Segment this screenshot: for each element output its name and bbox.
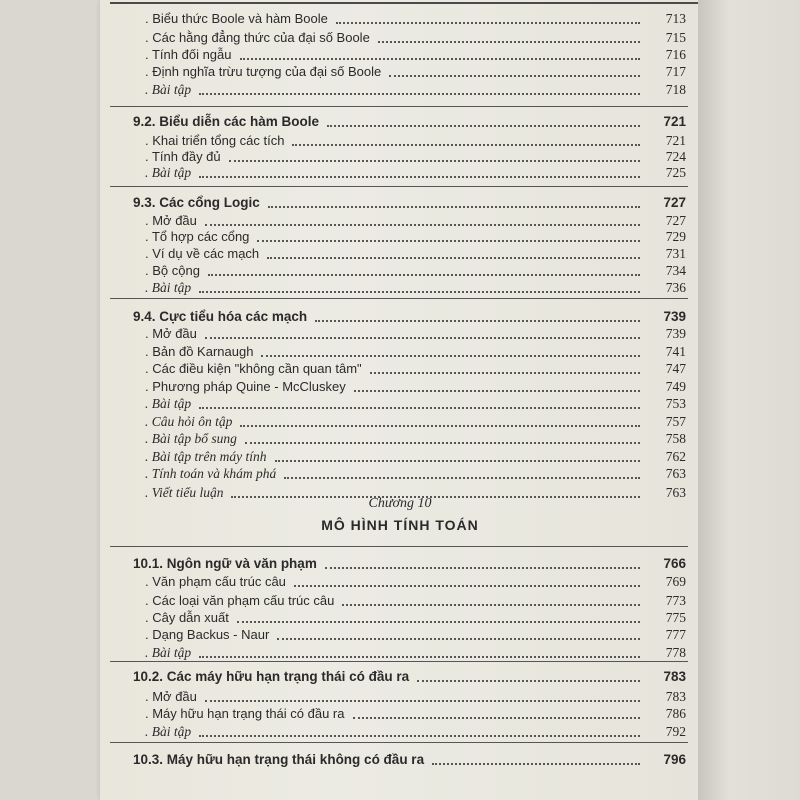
- entry-title: . Định nghĩa trừu tượng của đại số Boole: [145, 64, 382, 79]
- toc-entry: [0, 262, 800, 280]
- dot-leader: [277, 637, 640, 640]
- toc-entry: [0, 592, 800, 610]
- dot-leader: [389, 74, 640, 77]
- page-number: 749: [665, 379, 686, 394]
- toc-entry: [0, 430, 800, 448]
- toc-entry: [0, 395, 800, 413]
- page-number: 757: [665, 414, 686, 429]
- dot-leader: [199, 92, 640, 95]
- entry-title: . Bài tập: [145, 724, 192, 739]
- dot-leader: [342, 603, 640, 606]
- dot-leader: [370, 371, 640, 374]
- entry-title: 9.2. Biểu diễn các hàm Boole: [133, 114, 320, 129]
- dot-leader: [294, 584, 640, 587]
- page-number: 716: [665, 47, 686, 62]
- entry-title: 10.2. Các máy hữu hạn trạng thái có đầu ra: [133, 669, 410, 684]
- page-number: 721: [663, 114, 686, 129]
- page-number: 721: [665, 133, 686, 148]
- page-number: 713: [665, 11, 686, 26]
- page-number: 739: [665, 326, 686, 341]
- toc-entry: [0, 46, 800, 64]
- dot-leader: [336, 21, 640, 24]
- entry-title: . Bài tập trên máy tính: [145, 449, 267, 464]
- page-number: 727: [665, 213, 686, 228]
- dot-leader: [199, 406, 640, 409]
- section-divider: [110, 742, 688, 743]
- entry-title: . Tính toán và khám phá: [145, 466, 277, 481]
- section-divider: [110, 106, 688, 107]
- page-number: 715: [665, 30, 686, 45]
- page-number: 734: [665, 263, 686, 278]
- toc-entry: [0, 723, 800, 741]
- section-divider: [110, 661, 688, 662]
- entry-title: . Các hằng đẳng thức của đại số Boole: [145, 30, 370, 45]
- dot-leader: [205, 223, 640, 226]
- entry-title: . Bài tập: [145, 645, 192, 660]
- entry-title: 9.4. Cực tiểu hóa các mạch: [133, 309, 308, 324]
- dot-leader: [245, 441, 640, 444]
- section-divider: [110, 298, 688, 299]
- toc-entry: [0, 573, 800, 591]
- entry-title: . Tổ hợp các cổng: [145, 229, 250, 244]
- entry-title: . Câu hỏi ôn tập: [145, 414, 233, 429]
- entry-title: . Các loại văn phạm cấu trúc câu: [145, 593, 335, 608]
- dot-leader: [199, 734, 640, 737]
- dot-leader: [237, 620, 640, 623]
- dot-leader: [353, 716, 640, 719]
- entry-title: . Bài tập: [145, 280, 192, 295]
- entry-title: . Tính đối ngẫu: [145, 47, 232, 62]
- page-number: 718: [665, 82, 686, 97]
- page-number: 775: [665, 610, 686, 625]
- dot-leader: [257, 239, 640, 242]
- toc-entry: [0, 465, 800, 483]
- dot-leader: [354, 389, 640, 392]
- page-number: 766: [663, 556, 686, 571]
- dot-leader: [275, 459, 640, 462]
- toc-entry: [0, 688, 800, 706]
- dot-leader: [240, 57, 640, 60]
- toc-entry: [0, 325, 800, 343]
- page-number: 762: [665, 449, 686, 464]
- page-number: 747: [665, 361, 686, 376]
- entry-title: 10.3. Máy hữu hạn trạng thái không có đầu ra: [133, 752, 425, 767]
- toc-entry: [0, 164, 800, 182]
- toc-entry: [0, 378, 800, 396]
- toc-entry: [0, 245, 800, 263]
- toc-section: [0, 668, 800, 686]
- dot-leader: [205, 699, 640, 702]
- page-number: 727: [663, 195, 686, 210]
- entry-title: . Bài tập: [145, 165, 192, 180]
- toc-entry: [0, 448, 800, 466]
- page-number: 763: [665, 485, 686, 500]
- dot-leader: [229, 159, 640, 162]
- toc-entry: [0, 63, 800, 81]
- chapter-title: MÔ HÌNH TÍNH TOÁN: [321, 517, 479, 533]
- top-rule: [110, 2, 698, 4]
- page-number: 796: [663, 752, 686, 767]
- dot-leader: [205, 336, 640, 339]
- entry-title: . Phương pháp Quine - McCluskey: [145, 379, 346, 394]
- entry-title: 10.1. Ngôn ngữ và văn phạm: [133, 556, 317, 571]
- dot-leader: [315, 319, 640, 322]
- page-number: 773: [665, 593, 686, 608]
- dot-leader: [284, 476, 640, 479]
- entry-title: . Bài tập: [145, 396, 192, 411]
- entry-title: . Khai triển tổng các tích: [145, 133, 285, 148]
- entry-title: . Viết tiểu luận: [145, 485, 224, 500]
- page-number: 741: [665, 344, 686, 359]
- toc-entry: [0, 609, 800, 627]
- toc-entry: [0, 705, 800, 723]
- dot-leader: [268, 205, 640, 208]
- toc-section: [0, 194, 800, 212]
- toc-section: [0, 308, 800, 326]
- toc-entry: [0, 360, 800, 378]
- entry-title: . Các điều kiện "không cần quan tâm": [145, 361, 362, 376]
- dot-leader: [240, 424, 640, 427]
- page-number: 763: [665, 466, 686, 481]
- dot-leader: [325, 566, 640, 569]
- entry-title: . Biểu thức Boole và hàm Boole: [145, 11, 328, 26]
- toc-entry: [0, 228, 800, 246]
- entry-title: . Mở đầu: [145, 213, 197, 228]
- page-number: 729: [665, 229, 686, 244]
- entry-title: . Mở đầu: [145, 326, 197, 341]
- toc-entry: [0, 343, 800, 361]
- page-number: 739: [663, 309, 686, 324]
- dot-leader: [208, 273, 640, 276]
- page-number: 783: [663, 669, 686, 684]
- toc-section: [0, 751, 800, 769]
- toc-section: [0, 113, 800, 131]
- section-divider: [110, 546, 688, 547]
- page-number: 777: [665, 627, 686, 642]
- dot-leader: [199, 175, 640, 178]
- page-number: 786: [665, 706, 686, 721]
- chapter-label: Chương 10: [368, 496, 432, 511]
- toc-entry: [0, 626, 800, 644]
- toc-entry: [0, 279, 800, 297]
- page-number: 736: [665, 280, 686, 295]
- page-number: 717: [665, 64, 686, 79]
- dot-leader: [292, 143, 640, 146]
- page-number: 758: [665, 431, 686, 446]
- entry-title: . Văn phạm cấu trúc câu: [145, 574, 286, 589]
- entry-title: . Bộ cộng: [145, 263, 200, 278]
- entry-title: . Tính đầy đủ: [145, 149, 221, 164]
- entry-title: . Bài tập bổ sung: [145, 431, 237, 446]
- page-number: 778: [665, 645, 686, 660]
- entry-title: . Cây dẫn xuất: [145, 610, 229, 625]
- dot-leader: [267, 256, 640, 259]
- page-number: 753: [665, 396, 686, 411]
- entry-title: . Máy hữu hạn trạng thái có đầu ra: [145, 706, 345, 721]
- entry-title: . Bản đồ Karnaugh: [145, 344, 254, 359]
- page-number: 792: [665, 724, 686, 739]
- toc-entry: [0, 81, 800, 99]
- dot-leader: [432, 762, 640, 765]
- section-divider: [110, 186, 688, 187]
- page-number: 724: [665, 149, 686, 164]
- toc-entry: [0, 413, 800, 431]
- entry-title: . Mở đầu: [145, 689, 197, 704]
- dot-leader: [417, 679, 640, 682]
- dot-leader: [199, 655, 640, 658]
- page-number: 783: [665, 689, 686, 704]
- dot-leader: [327, 124, 640, 127]
- entry-title: 9.3. Các cổng Logic: [133, 195, 260, 210]
- entry-title: . Dạng Backus - Naur: [145, 627, 270, 642]
- page-number: 725: [665, 165, 686, 180]
- toc-entry: [0, 29, 800, 47]
- toc-entry: [0, 644, 800, 662]
- page-number: 731: [665, 246, 686, 261]
- entry-title: . Bài tập: [145, 82, 192, 97]
- dot-leader: [261, 354, 640, 357]
- toc-section: [0, 555, 800, 573]
- dot-leader: [378, 40, 640, 43]
- entry-title: . Ví dụ về các mạch: [145, 246, 260, 261]
- dot-leader: [199, 290, 640, 293]
- toc-entry: [0, 10, 800, 28]
- page-number: 769: [665, 574, 686, 589]
